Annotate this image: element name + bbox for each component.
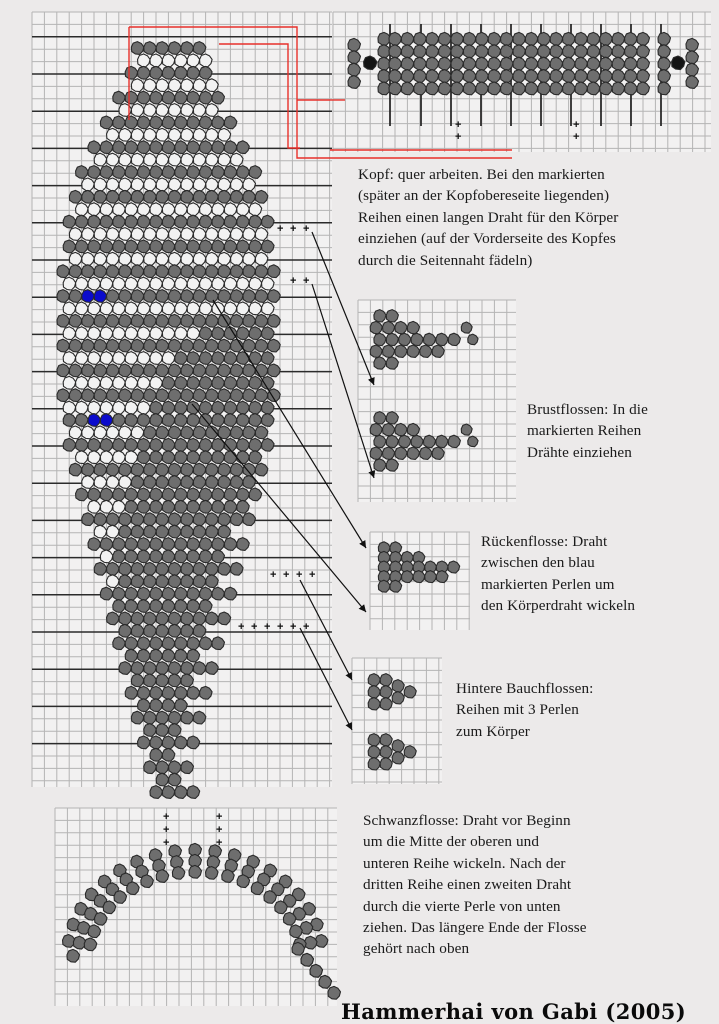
note-tail-line-6: ziehen. Das längere Ende der Flosse bbox=[363, 919, 587, 937]
body-plus-upper-a-2: + bbox=[303, 223, 310, 235]
head-plus-right-2: + bbox=[573, 131, 580, 143]
tail-plus-right-1: + bbox=[216, 824, 223, 836]
note-dorsal-line-4: den Körperdraht wickeln bbox=[481, 597, 636, 615]
note-head-line-2: (später an der Kopfobereseite liegenden) bbox=[358, 187, 610, 205]
note-head-line-1: Kopf: quer arbeiten. Bei den markierten bbox=[358, 166, 605, 183]
body-plus-lower-a-2: + bbox=[296, 569, 303, 581]
note-ventral-line-1: Hintere Bauchflossen: bbox=[456, 680, 594, 697]
body-plus-lower-b-4: + bbox=[290, 621, 297, 633]
tail-plus-right-0: + bbox=[216, 811, 223, 823]
note-ventral-line-2: Reihen mit 3 Perlen bbox=[456, 701, 579, 719]
tail-plus-left-1: + bbox=[163, 824, 170, 836]
head-plus-right-1: + bbox=[573, 119, 580, 131]
body-plus-lower-b-1: + bbox=[251, 621, 258, 633]
tail-plus-right-2: + bbox=[216, 837, 223, 849]
head-plus-left-2: + bbox=[455, 131, 462, 143]
body-plus-lower-b-0: + bbox=[238, 621, 245, 633]
note-head-line-5: durch die Seitennaht fädeln) bbox=[358, 251, 533, 269]
note-head-line-4: einziehen (auf der Vorderseite des Kopfes bbox=[358, 230, 616, 248]
note-dorsal-line-2: zwischen den blau bbox=[481, 554, 595, 572]
note-head-line-3: Reihen einen langen Draht für den Körper bbox=[358, 208, 619, 226]
body-plus-lower-a-3: + bbox=[309, 569, 316, 581]
body-plus-lower-b-2: + bbox=[264, 621, 271, 633]
body-plus-lower-a-0: + bbox=[270, 569, 277, 581]
note-tail-line-2: um die Mitte der oberen und bbox=[363, 833, 540, 851]
note-pectoral-line-1: Brustflossen: In die bbox=[527, 401, 648, 418]
note-tail-line-5: durch die vierte Perle von unten bbox=[363, 897, 561, 915]
note-tail-line-4: dritten Reihe einen zweiten Draht bbox=[363, 876, 572, 894]
note-dorsal-line-3: markierten Perlen um bbox=[481, 575, 615, 593]
note-pectoral-line-2: markierten Reihen bbox=[527, 422, 642, 440]
note-ventral-line-3: zum Körper bbox=[456, 722, 530, 740]
head-plus-left-1: + bbox=[455, 119, 462, 131]
body-plus-upper-a-0: + bbox=[277, 223, 284, 235]
note-tail-line-3: unteren Reihe wickeln. Nach der bbox=[363, 854, 566, 872]
note-tail-line-7: gehört nach oben bbox=[363, 940, 470, 958]
tail-plus-left-2: + bbox=[163, 837, 170, 849]
tail-plus-left-0: + bbox=[163, 811, 170, 823]
body-plus-upper-b-0: + bbox=[290, 275, 297, 287]
body-plus-upper-b-1: + bbox=[303, 275, 310, 287]
body-plus-lower-b-5: + bbox=[303, 621, 310, 633]
note-pectoral-line-3: Drähte einziehen bbox=[527, 443, 632, 461]
note-tail-line-1: Schwanzflosse: Draht vor Beginn bbox=[363, 812, 571, 829]
body-plus-upper-a-1: + bbox=[290, 223, 297, 235]
note-dorsal-line-1: Rückenflosse: Draht bbox=[481, 533, 608, 550]
body-plus-lower-b-3: + bbox=[277, 621, 284, 633]
body-plus-lower-a-1: + bbox=[283, 569, 290, 581]
page-title: Hammerhai von Gabi (2005) bbox=[341, 999, 687, 1024]
